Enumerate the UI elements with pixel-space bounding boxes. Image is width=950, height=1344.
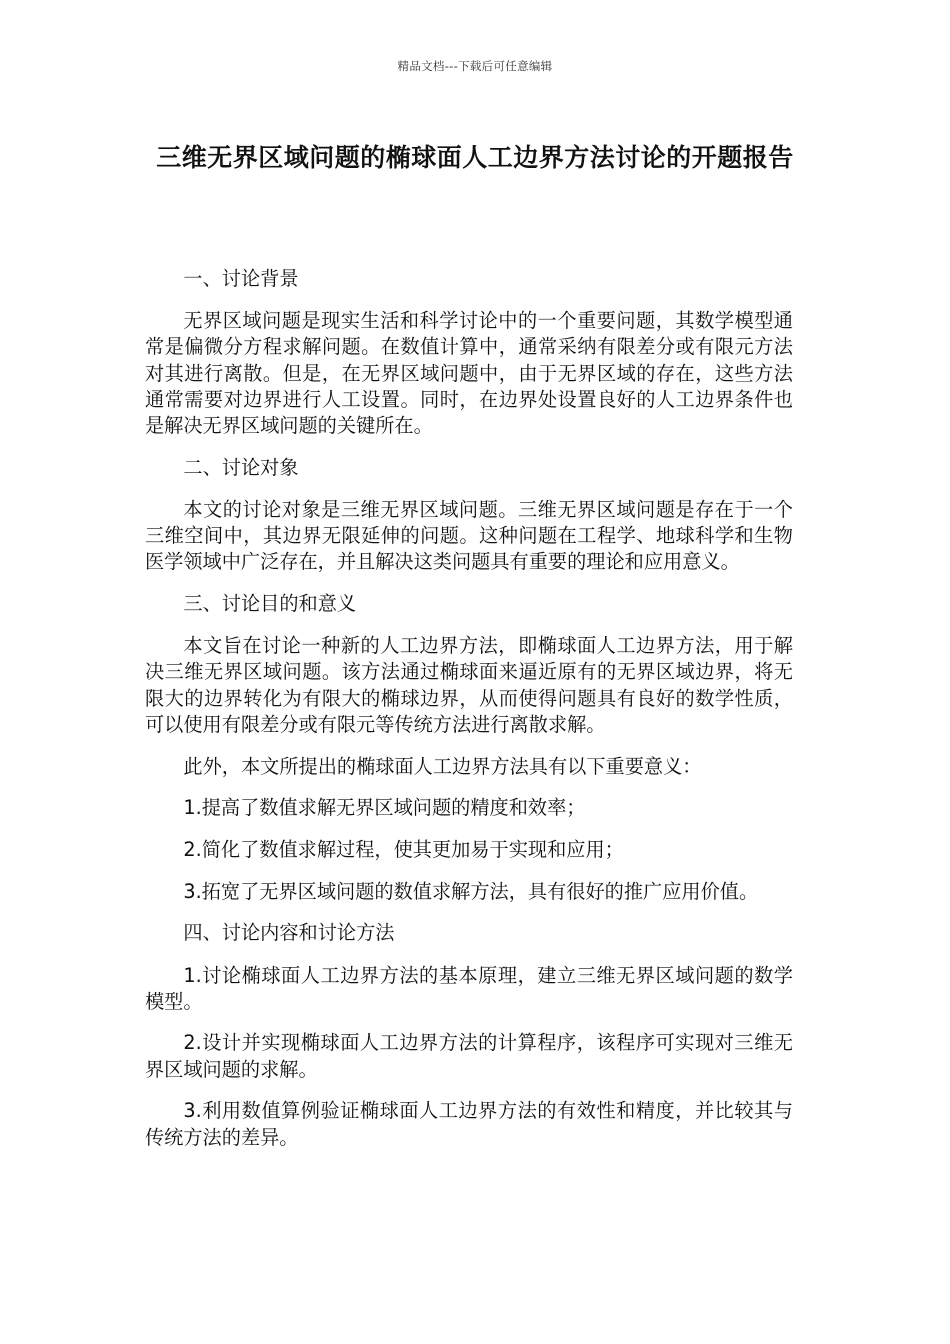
document-title: 三维无界区域问题的椭球面人工边界方法讨论的开题报告 <box>156 143 794 172</box>
list-item-method-2: 2.设计并实现椭球面人工边界方法的计算程序，该程序可实现对三维无界区域问题的求解。 <box>145 1031 793 1081</box>
section-heading-methods: 四、讨论内容和讨论方法 <box>183 921 395 945</box>
section-heading-purpose: 三、讨论目的和意义 <box>183 592 357 616</box>
list-item-significance-2: 2.简化了数值求解过程，使其更加易于实现和应用； <box>183 837 624 861</box>
paragraph-significance-intro: 此外，本文所提出的椭球面人工边界方法具有以下重要意义： <box>183 754 702 778</box>
section-heading-background: 一、讨论背景 <box>183 267 299 290</box>
document-body <box>145 266 793 1166</box>
list-item-method-1: 1.讨论椭球面人工边界方法的基本原理，建立三维无界区域问题的数学模型。 <box>145 963 793 1013</box>
paragraph-background: 无界区域问题是现实生活和科学讨论中的一个重要问题，其数学模型通常是偏微分方程求解问题。在数值计算中，通常采纳有限差分或有限元方法对其进行离散。但是，在无界区域问题中，由于无界区域的存在，这些方法通常需要对边界进行人工设置。同时，在边界处设置良好的人工边界条件也是解决无界区域问题的关键所在。 <box>145 309 793 438</box>
list-item-significance-3: 3.拓宽了无界区域问题的数值求解方法，具有很好的推广应用价值。 <box>183 879 759 903</box>
paragraph-object: 本文的讨论对象是三维无界区域问题。三维无界区域问题是存在于一个三维空间中，其边界无限延伸的问题。这种问题在工程学、地球科学和生物医学领域中广泛存在，并且解决这类问题具有重要的理论和应用意义。 <box>145 497 793 574</box>
paragraph-purpose: 本文旨在讨论一种新的人工边界方法，即椭球面人工边界方法，用于解决三维无界区域问题。该方法通过椭球面来逼近原有的无界区域边界，将无限大的边界转化为有限大的椭球边界，从而使得问题具有良好的数学性质，可以使用有限差分或有限元等传统方法进行离散求解。 <box>145 634 793 736</box>
list-item-method-3: 3.利用数值算例验证椭球面人工边界方法的有效性和精度，并比较其与传统方法的差异。 <box>145 1099 793 1149</box>
list-item-significance-1: 1.提高了数值求解无界区域问题的精度和效率； <box>183 796 586 820</box>
page-header: 精品文档---下载后可任意编辑 <box>397 59 553 73</box>
section-heading-object: 二、讨论对象 <box>183 455 299 479</box>
